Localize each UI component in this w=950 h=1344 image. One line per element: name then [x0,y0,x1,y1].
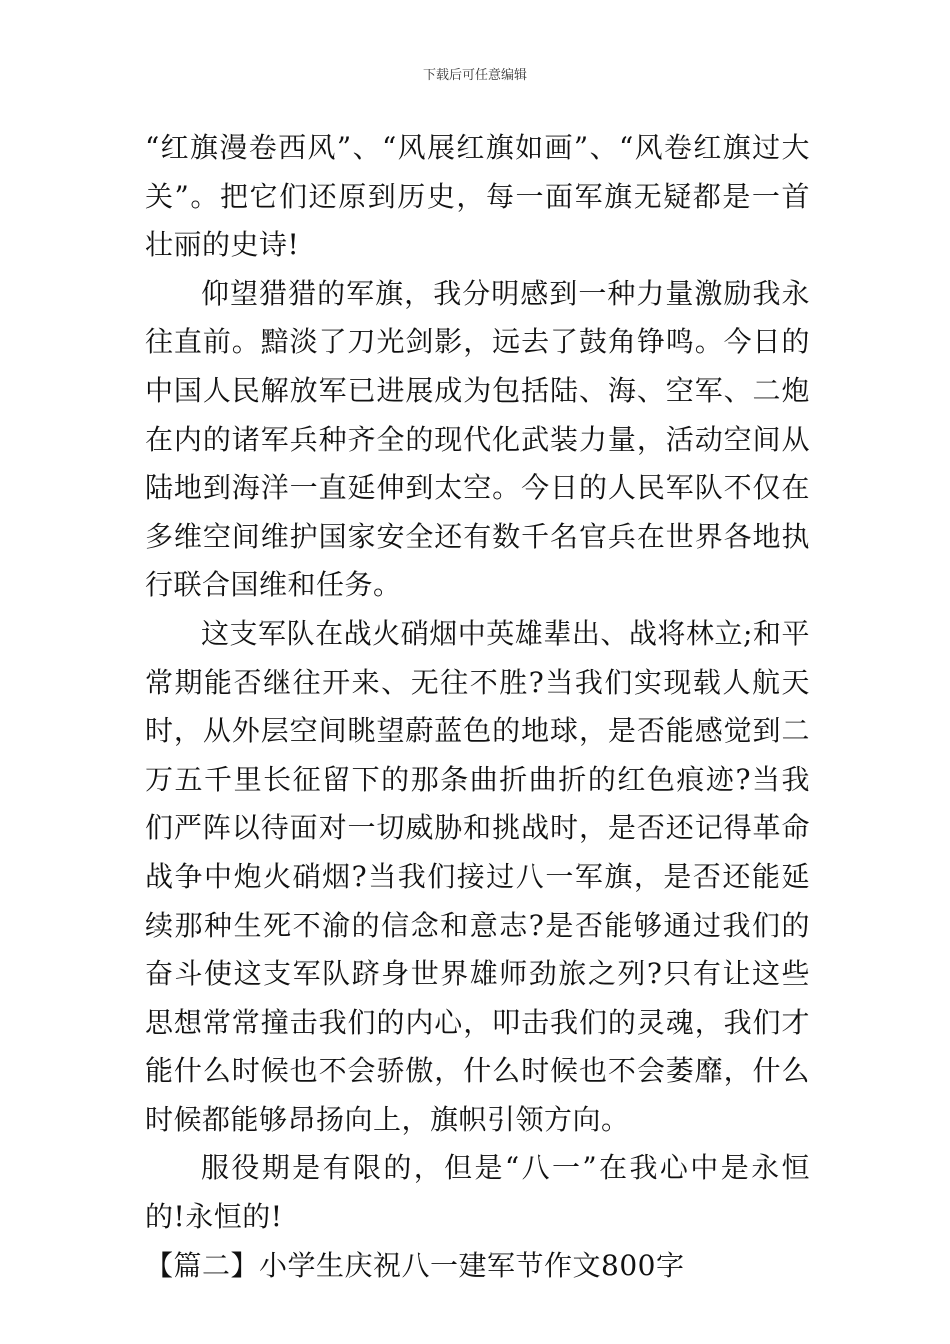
paragraph-4: 服役期是有限的，但是“八一”在我心中是永恒的!永恒的! [145,1151,810,1234]
document-body [145,124,810,1290]
paragraph-3: 这支军队在战火硝烟中英雄辈出、战将林立;和平常期能否继往开来、无往不胜?当我们实现载人航天时，从外层空间眺望蔚蓝色的地球，是否能感觉到二万五千里长征留下的那条曲折曲折的红色痕迹?当我们严阵以待面对一切威胁和挑战时，是否还记得革命战争中炮火硝烟?当我们接过八一军旗，是否还能延续那种生死不渝的信念和意志?是否能够通过我们的奋斗使这支军队跻身世界雄师劲旅之列?只有让这些思想常常撞击我们的内心，叩击我们的灵魂，我们才能什么时候也不会骄傲，什么时候也不会萎靡，什么时候都能够昂扬向上，旗帜引领方向。 [145,616,810,1136]
paragraph-2: 仰望猎猎的军旗，我分明感到一种力量激励我永往直前。黯淡了刀光剑影，远去了鼓角铮鸣。今日的中国人民解放军已进展成为包括陆、海、空军、二炮在内的诸军兵种齐全的现代化武装力量，活动空间从陆地到海洋一直延伸到太空。今日的人民军队不仅在多维空间维护国家安全还有数千名官兵在世界各地执行联合国维和任务。 [145,276,810,602]
page-header: 下载后可任意编辑 [422,68,527,83]
paragraph-1: “红旗漫卷西风”、“风展红旗如画”、“风卷红旗过大关”。把它们还原到历史，每一面军旗无疑都是一首壮丽的史诗! [145,131,810,262]
section-heading: 【篇二】小学生庆祝八一建军节作文800字 [145,1248,685,1282]
